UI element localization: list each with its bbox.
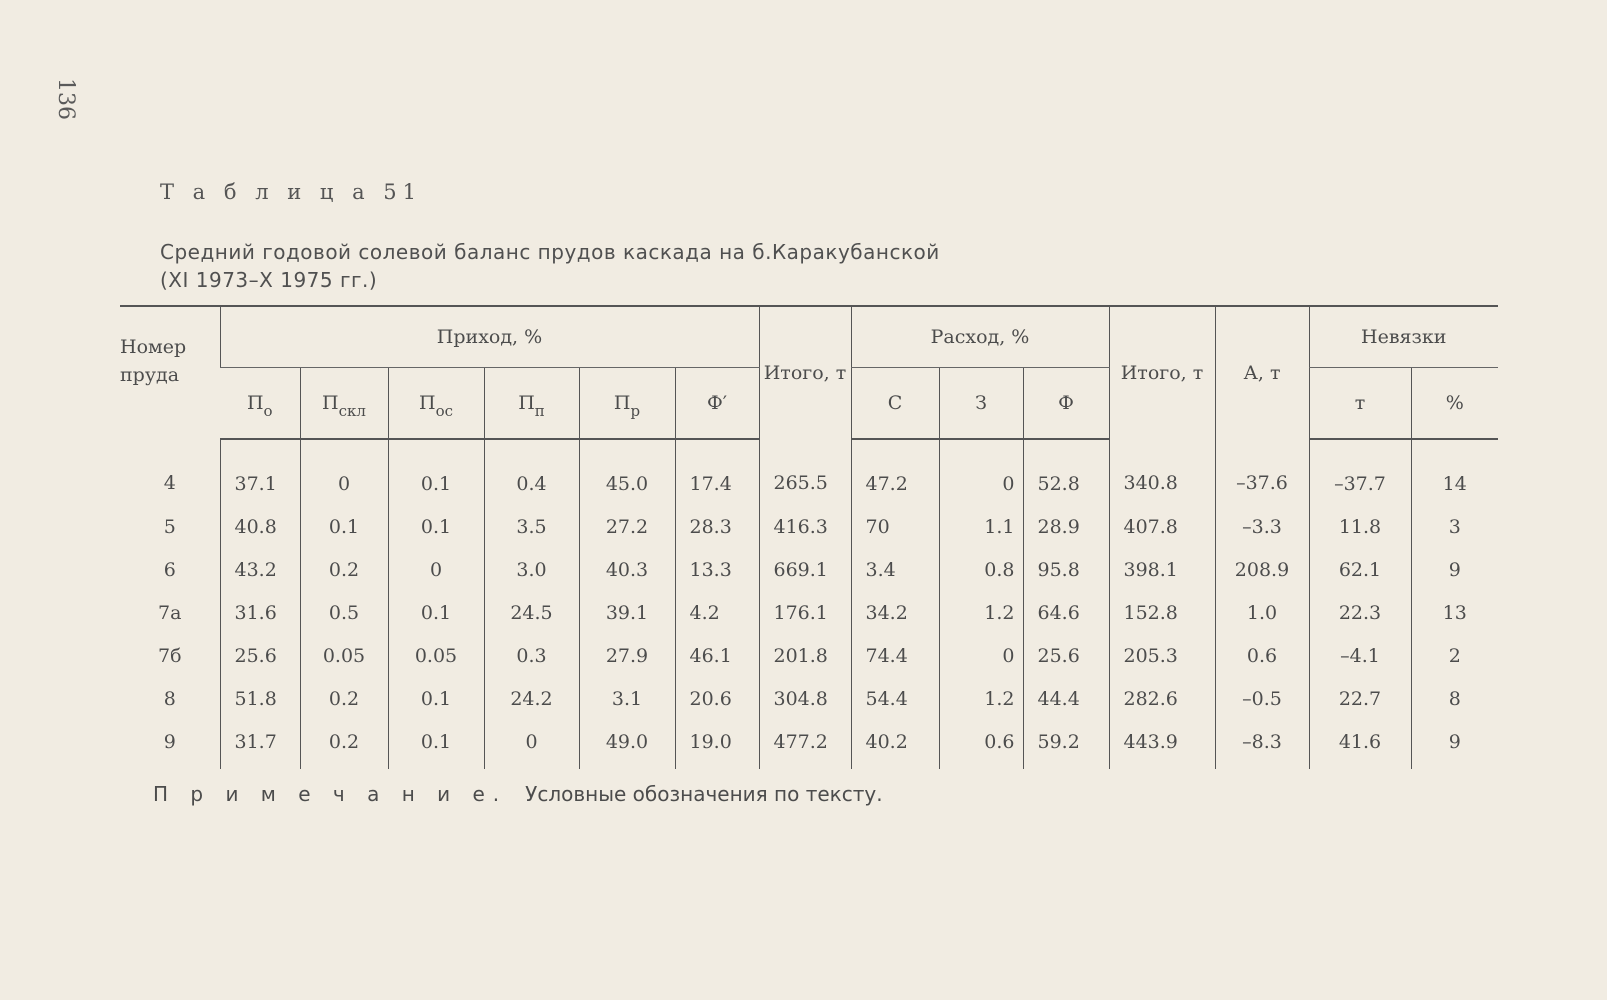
table-cell: 0.3: [484, 634, 579, 677]
table-cell: 0.6: [939, 720, 1023, 769]
table-cell: 49.0: [579, 720, 675, 769]
table-cell: 0.05: [388, 634, 484, 677]
table-cell: 669.1: [759, 548, 851, 591]
table-row: [120, 634, 1498, 677]
table-cell: 31.7: [220, 720, 300, 769]
header-a: А, т: [1215, 306, 1309, 439]
header-f-prime: Ф′: [675, 368, 759, 440]
table-cell: –4.1: [1309, 634, 1411, 677]
table-cell: 13.3: [675, 548, 759, 591]
note-text: Условные обозначения по тексту.: [525, 782, 883, 806]
table-cell: 8: [1411, 677, 1498, 720]
table-cell: 0: [300, 439, 388, 505]
table-cell: 0: [388, 548, 484, 591]
header-z: З: [939, 368, 1023, 440]
table-cell: 3.4: [851, 548, 939, 591]
pond-number-cell: 4: [163, 472, 176, 494]
table-cell: 9: [1411, 548, 1498, 591]
table-cell: 27.9: [579, 634, 675, 677]
page-number: 136: [53, 78, 78, 120]
table-cell: 13: [1411, 591, 1498, 634]
table-row: [120, 591, 1498, 634]
table-cell: 41.6: [1309, 720, 1411, 769]
table-cell: 19.0: [675, 720, 759, 769]
table-cell: 304.8: [759, 677, 851, 720]
header-discrepancy-pct: %: [1411, 368, 1498, 440]
pond-number-cell: 7а: [158, 601, 182, 624]
table-cell: 201.8: [759, 634, 851, 677]
header-expense-total: Итого, т: [1109, 306, 1215, 439]
table-cell: 0: [484, 720, 579, 769]
table-row: [120, 720, 1498, 769]
table-cell: 282.6: [1109, 677, 1215, 720]
table-cell: 443.9: [1109, 720, 1215, 769]
table-cell: 0.1: [388, 505, 484, 548]
table-cell: 52.8: [1023, 439, 1109, 505]
table-cell: 0: [939, 634, 1023, 677]
table-cell: 0.4: [484, 439, 579, 505]
header-pond-number: Номер пруда: [120, 306, 220, 439]
table-cell: 40.2: [851, 720, 939, 769]
table-cell: 34.2: [851, 591, 939, 634]
table-row: [120, 439, 1498, 505]
table-cell: 176.1: [759, 591, 851, 634]
table-cell: 27.2: [579, 505, 675, 548]
table-cell: 0.1: [388, 720, 484, 769]
table-label: Т а б л и ц а 51: [160, 180, 422, 204]
pond-number-cell: 9: [163, 730, 176, 753]
table-cell: 46.1: [675, 634, 759, 677]
table-cell: 0.2: [300, 677, 388, 720]
table-cell: 0.5: [300, 591, 388, 634]
table-cell: 37.1: [220, 439, 300, 505]
header-f: Ф: [1023, 368, 1109, 440]
table-cell: 44.4: [1023, 677, 1109, 720]
table-cell: 2: [1411, 634, 1498, 677]
table-cell: 398.1: [1109, 548, 1215, 591]
table-cell: 47.2: [851, 439, 939, 505]
table-cell: 0.1: [388, 677, 484, 720]
table-cell: 3.5: [484, 505, 579, 548]
table-cell: 25.6: [1023, 634, 1109, 677]
table-cell: 95.8: [1023, 548, 1109, 591]
table-cell: 39.1: [579, 591, 675, 634]
header-discrepancy: Невязки: [1309, 306, 1498, 368]
table-cell: 9: [1411, 720, 1498, 769]
table-row: [120, 548, 1498, 591]
table-cell: 0.1: [388, 591, 484, 634]
table-cell: 0.2: [300, 720, 388, 769]
table-cell: 416.3: [759, 505, 851, 548]
table-cell: 54.4: [851, 677, 939, 720]
table-cell: 1.1: [939, 505, 1023, 548]
header-income: Приход, %: [220, 306, 759, 368]
table-cell: –37.6: [1215, 439, 1309, 505]
table-cell: –3.3: [1215, 505, 1309, 548]
table-cell: 22.3: [1309, 591, 1411, 634]
table-cell: 51.8: [220, 677, 300, 720]
table-cell: 1.0: [1215, 591, 1309, 634]
table-cell: 0.05: [300, 634, 388, 677]
table-cell: 40.3: [579, 548, 675, 591]
table-cell: 20.6: [675, 677, 759, 720]
header-s: С: [851, 368, 939, 440]
pond-number-cell: 8: [163, 687, 176, 710]
table-cell: 1.2: [939, 677, 1023, 720]
table-cell: 74.4: [851, 634, 939, 677]
header-p-skl: $П_{скл}$: [300, 368, 388, 440]
table-cell: 265.5: [759, 439, 851, 505]
table-cell: 59.2: [1023, 720, 1109, 769]
pond-number-cell: 5: [163, 515, 176, 538]
table-cell: –0.5: [1215, 677, 1309, 720]
header-p-o: $П_о$: [220, 368, 300, 440]
table-cell: 205.3: [1109, 634, 1215, 677]
title-line-1: Средний годовой солевой баланс прудов каскада на б.Каракубанской: [160, 240, 940, 264]
table-cell: 11.8: [1309, 505, 1411, 548]
table-cell: 64.6: [1023, 591, 1109, 634]
note-label: П р и м е ч а н и е.: [153, 782, 508, 806]
table-cell: 3.0: [484, 548, 579, 591]
table-cell: 24.2: [484, 677, 579, 720]
pond-number-cell: 6: [163, 558, 176, 581]
header-p-r: $П_р$: [579, 368, 675, 440]
pond-number-cell: 7б: [157, 644, 182, 667]
table-cell: 0.1: [388, 439, 484, 505]
table-cell: 28.3: [675, 505, 759, 548]
table-cell: 3: [1411, 505, 1498, 548]
header-p-p: $П_п$: [484, 368, 579, 440]
table-cell: –37.7: [1309, 439, 1411, 505]
table-cell: 477.2: [759, 720, 851, 769]
table-cell: 340.8: [1109, 439, 1215, 505]
table-cell: 208.9: [1215, 548, 1309, 591]
table-cell: 24.5: [484, 591, 579, 634]
header-expense: Расход, %: [851, 306, 1109, 368]
title-line-2: (XI 1973–X 1975 гг.): [160, 268, 378, 292]
table-cell: 17.4: [675, 439, 759, 505]
table-cell: –8.3: [1215, 720, 1309, 769]
table-cell: 14: [1411, 439, 1498, 505]
table-cell: 0.2: [300, 548, 388, 591]
table-cell: 152.8: [1109, 591, 1215, 634]
table-cell: 0.1: [300, 505, 388, 548]
header-discrepancy-t: т: [1309, 368, 1411, 440]
table-cell: 0.8: [939, 548, 1023, 591]
table-cell: 3.1: [579, 677, 675, 720]
table-cell: 22.7: [1309, 677, 1411, 720]
table-cell: 1.2: [939, 591, 1023, 634]
table-note: [153, 782, 883, 806]
table-body: [120, 439, 1498, 769]
table-row: [120, 505, 1498, 548]
table-cell: 45.0: [579, 439, 675, 505]
header-income-total: Итого, т: [759, 306, 851, 439]
table-cell: 62.1: [1309, 548, 1411, 591]
header-p-os: $П_{ос}$: [388, 368, 484, 440]
table-cell: 70: [851, 505, 939, 548]
table-cell: 4.2: [675, 591, 759, 634]
table-cell: 28.9: [1023, 505, 1109, 548]
table-cell: 25.6: [220, 634, 300, 677]
table-cell: 40.8: [220, 505, 300, 548]
table-row: [120, 677, 1498, 720]
table-cell: 0: [939, 439, 1023, 505]
table-cell: 43.2: [220, 548, 300, 591]
table-cell: 0.6: [1215, 634, 1309, 677]
table-cell: 31.6: [220, 591, 300, 634]
table-cell: 407.8: [1109, 505, 1215, 548]
table-title: [160, 238, 940, 294]
salt-balance-table: [120, 305, 1498, 769]
